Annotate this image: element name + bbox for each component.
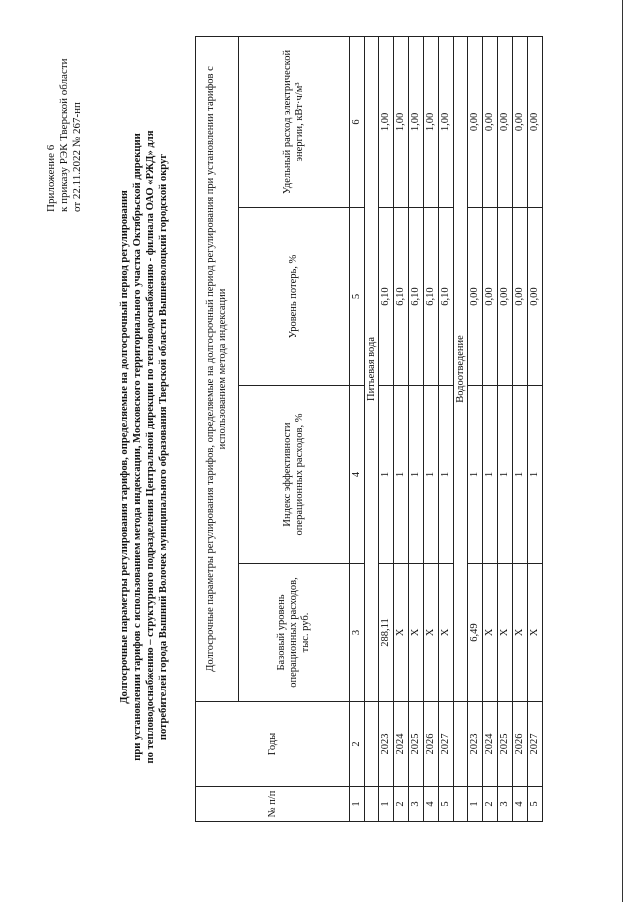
annex-line: к приказу РЭК Тверской области bbox=[58, 58, 70, 212]
heading-line: Долгосрочные параметры регулирования тарифов, определяемые на долгосрочный период регулирования bbox=[119, 190, 130, 704]
table-row bbox=[528, 36, 543, 821]
table-cell: 1,00 bbox=[424, 36, 439, 207]
section-empty-cell bbox=[365, 787, 379, 822]
section-empty-cell bbox=[454, 787, 468, 822]
table-cell: 6,10 bbox=[424, 208, 439, 386]
table-cell: 2023 bbox=[468, 702, 483, 787]
table-row bbox=[468, 36, 483, 821]
header-col: Уровень потерь, % bbox=[239, 208, 350, 386]
table-cell: 1 bbox=[483, 386, 498, 564]
table-cell: Х bbox=[424, 564, 439, 702]
table-cell: 3 bbox=[498, 787, 513, 822]
table-cell: 1 bbox=[513, 386, 528, 564]
table-cell: 1 bbox=[439, 386, 454, 564]
table-cell: Х bbox=[528, 564, 543, 702]
table-row bbox=[379, 36, 394, 821]
table-cell: 1,00 bbox=[409, 36, 424, 207]
table-cell: 0,00 bbox=[498, 36, 513, 207]
table-cell: 0,00 bbox=[498, 208, 513, 386]
table-cell: 6,10 bbox=[394, 208, 409, 386]
column-number: 5 bbox=[350, 208, 365, 386]
header-no: № п/п bbox=[196, 787, 350, 822]
header-col: Базовый уровень операционных расходов, тыс. руб. bbox=[239, 564, 350, 702]
table-cell: 2024 bbox=[394, 702, 409, 787]
heading-line: по тепловодоснабжению – структурного подразделения Центральной дирекции по тепловодоснабжению - филиала ОАО «РЖД» для bbox=[145, 130, 156, 764]
table-cell: Х bbox=[409, 564, 424, 702]
section-empty-cell bbox=[365, 702, 379, 787]
table-cell: 2023 bbox=[379, 702, 394, 787]
heading-line: потребителей города Вышний Волочек муниципального образования Тверской области Вышневолоцкий городской округ bbox=[158, 153, 169, 741]
table-cell: Х bbox=[498, 564, 513, 702]
header-col: Индекс эффективности операционных расходов, % bbox=[239, 386, 350, 564]
column-number: 3 bbox=[350, 564, 365, 702]
table-cell: Х bbox=[394, 564, 409, 702]
table-cell: 1 bbox=[379, 386, 394, 564]
table-cell: 6,10 bbox=[379, 208, 394, 386]
table-cell: 1 bbox=[498, 386, 513, 564]
section-row bbox=[454, 36, 468, 821]
table-cell: 2025 bbox=[409, 702, 424, 787]
table-cell: 5 bbox=[528, 787, 543, 822]
header-group: Долгосрочные параметры регулирования тарифов, определяемые на долгосрочный период регулирования при установлении тарифов с использованием метода индексации bbox=[196, 36, 239, 701]
table-row bbox=[394, 36, 409, 821]
annex-line: от 22.11.2022 № 267-нп bbox=[71, 102, 83, 212]
heading-line: при установлении тарифов с использованием метода индексации, Московского территориального участка Октябрьской дирекции bbox=[132, 133, 143, 761]
table-cell: 1,00 bbox=[379, 36, 394, 207]
section-row bbox=[365, 36, 379, 821]
table-cell: 2 bbox=[483, 787, 498, 822]
table-cell: 2027 bbox=[439, 702, 454, 787]
table-row bbox=[498, 36, 513, 821]
table-cell: 2026 bbox=[424, 702, 439, 787]
table-cell: 0,00 bbox=[468, 36, 483, 207]
table-cell: 1 bbox=[468, 787, 483, 822]
table-cell: 0,00 bbox=[513, 36, 528, 207]
parameters-table bbox=[195, 36, 543, 822]
table-row bbox=[424, 36, 439, 821]
table-cell: 1,00 bbox=[394, 36, 409, 207]
header-year: Годы bbox=[196, 702, 350, 787]
table-cell: 288,11 bbox=[379, 564, 394, 702]
table-cell: 0,00 bbox=[483, 36, 498, 207]
table-cell: 5 bbox=[439, 787, 454, 822]
table-row bbox=[483, 36, 498, 821]
table-cell: 1,00 bbox=[439, 36, 454, 207]
document-heading bbox=[118, 67, 170, 827]
annex-line: Приложение 6 bbox=[45, 144, 57, 212]
table-cell: 0,00 bbox=[513, 208, 528, 386]
table-cell: 2 bbox=[394, 787, 409, 822]
section-title: Водоотведение bbox=[454, 36, 468, 701]
table-row bbox=[439, 36, 454, 821]
column-number: 1 bbox=[350, 787, 365, 822]
column-number: 4 bbox=[350, 386, 365, 564]
header-col: Удельный расход электрической энергии, кВт·ч/м³ bbox=[239, 36, 350, 207]
annex-block bbox=[45, 12, 84, 212]
table-cell: 2025 bbox=[498, 702, 513, 787]
table-cell: 6,49 bbox=[468, 564, 483, 702]
table-cell: 1 bbox=[409, 386, 424, 564]
table-cell: 6,10 bbox=[439, 208, 454, 386]
table-cell: Х bbox=[513, 564, 528, 702]
column-number: 2 bbox=[350, 702, 365, 787]
table-cell: Х bbox=[439, 564, 454, 702]
section-empty-cell bbox=[454, 702, 468, 787]
table-cell: 2027 bbox=[528, 702, 543, 787]
table-cell: 1 bbox=[394, 386, 409, 564]
table-cell: 0,00 bbox=[468, 208, 483, 386]
section-title: Питьевая вода bbox=[365, 36, 379, 701]
table-cell: Х bbox=[483, 564, 498, 702]
table-cell: 1 bbox=[528, 386, 543, 564]
table-row bbox=[409, 36, 424, 821]
bottom-rule bbox=[622, 0, 623, 902]
column-number: 6 bbox=[350, 36, 365, 207]
table-row bbox=[513, 36, 528, 821]
table-cell: 2024 bbox=[483, 702, 498, 787]
table-cell: 2026 bbox=[513, 702, 528, 787]
table-cell: 3 bbox=[409, 787, 424, 822]
table-cell: 0,00 bbox=[528, 36, 543, 207]
table-cell: 0,00 bbox=[483, 208, 498, 386]
table-cell: 6,10 bbox=[409, 208, 424, 386]
table-cell: 1 bbox=[424, 386, 439, 564]
table-cell: 1 bbox=[379, 787, 394, 822]
table-cell: 4 bbox=[424, 787, 439, 822]
table-cell: 4 bbox=[513, 787, 528, 822]
table-cell: 1 bbox=[468, 386, 483, 564]
table-cell: 0,00 bbox=[528, 208, 543, 386]
